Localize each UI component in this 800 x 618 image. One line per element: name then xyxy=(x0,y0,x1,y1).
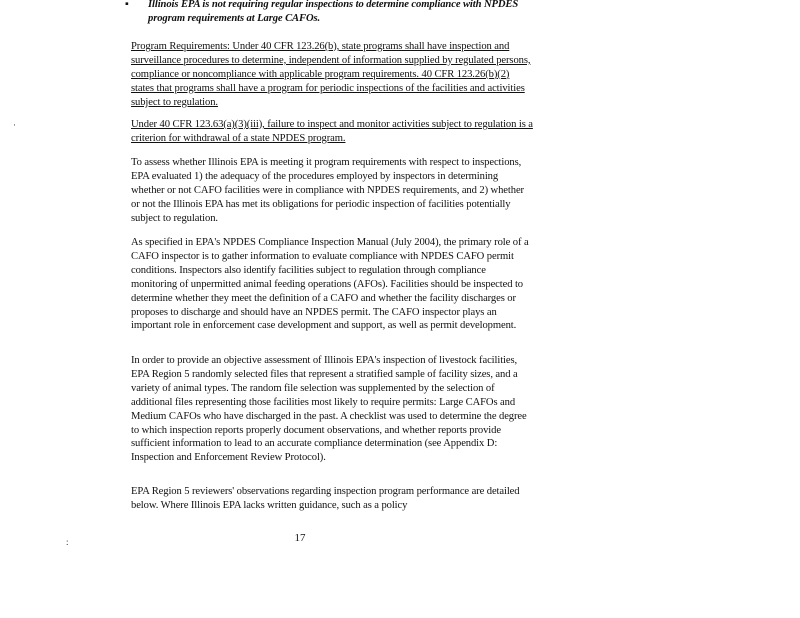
page-number-text: 17 xyxy=(294,532,306,544)
scan-speck: : xyxy=(66,537,69,547)
bullet-icon: ▪ xyxy=(125,0,129,10)
paragraph-objective-assessment: In order to provide an objective assessment of Illinois EPA's inspection of livestock facilities, EPA Region 5 randomly selected files that represent a stratified sample of facility sizes, and a variety of animal types. The random file selection was supplemented by the selection of additional files representing those facilities most likely to require permits: Large CAFOs and Medium CAFOs who have discharged in the past. A checklist was used to determine the degree to which inspection reports properly document observations, and whether reports provide sufficient information to lead to an accurate compliance determination (see Appendix D: Inspection and Enforcement Review Protocol). xyxy=(131,355,527,464)
heading-text: Illinois EPA is not requiring regular inspections to determine compliance with NPDES program requirements at Large CAFOs. xyxy=(148,0,519,24)
section-heading xyxy=(125,0,536,26)
paragraph-program-requirements: Program Requirements: Under 40 CFR 123.26(b), state programs shall have inspection and surveillance procedures to determine, independent of information supplied by regulated persons, compliance or noncompliance with applicable program requirements. 40 CFR 123.26(b)(2) states that programs shall have a program for periodic inspections of the facilities and activities subject to regulation. xyxy=(131,41,531,108)
paragraph-inspection-manual: As specified in EPA's NPDES Compliance Inspection Manual (July 2004), the primary role of a CAFO inspector is to gather information to evaluate compliance with NPDES CAFO permit conditions. Inspectors also identify facilities subject to regulation through compliance monitoring of unpermitted animal feeding operations (AFOs). Facilities should be inspected to determine whether they meet the definition of a CAFO and whether the facility discharges or proposes to discharge and should have an NPDES permit. The CAFO inspector plays an important role in enforcement case development and support, as well as permit development. xyxy=(131,237,529,332)
page-number xyxy=(0,532,800,544)
paragraph-observations: EPA Region 5 reviewers' observations regarding inspection program performance are detailed below. Where Illinois EPA lacks written guidance, such as a policy xyxy=(131,486,520,511)
paragraph-assessment: To assess whether Illinois EPA is meeting it program requirements with respect to inspections, EPA evaluated 1) the adequacy of the procedures employed by inspectors in determining whether or not CAFO facilities were in compliance with NPDES requirements, and 2) whether or not the Illinois EPA has met its obligations for periodic inspection of facilities potentially subject to regulation. xyxy=(131,157,524,224)
scan-speck: · xyxy=(13,120,16,130)
paragraph-withdrawal-criterion: Under 40 CFR 123.63(a)(3)(iii), failure to inspect and monitor activities subject to regulation is a criterion for withdrawal of a state NPDES program. xyxy=(131,119,533,144)
